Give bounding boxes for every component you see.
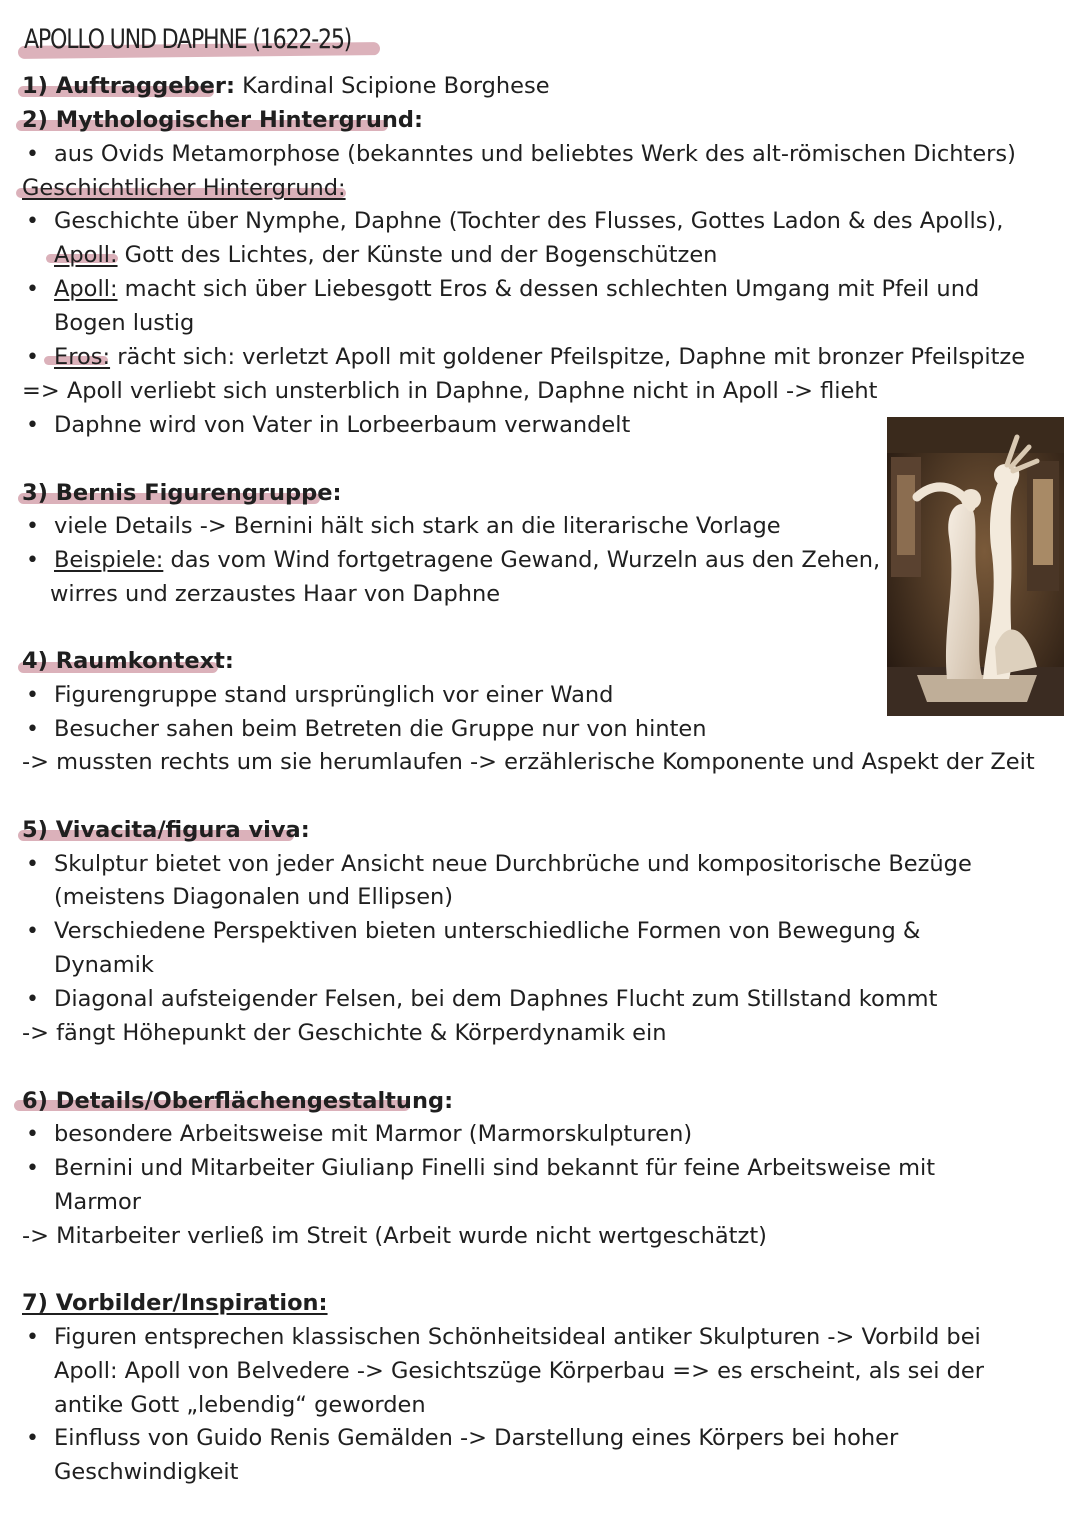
section-2-heading: 2) Mythologischer Hintergrund:: [22, 107, 424, 133]
page-title: APOLLO UND DAPHNE (1622-25): [24, 24, 352, 55]
s3-bullet-2-text: das vom Wind fortgetragene Gewand, Wurzeln aus den Zehen,: [163, 547, 881, 573]
s2-bullet-5: Daphne wird von Vater in Lorbeerbaum verwandelt: [54, 412, 631, 438]
apoll-label: Apoll:: [54, 276, 118, 302]
bullet-marker: •: [26, 413, 39, 438]
section-1-text: Kardinal Scipione Borghese: [234, 73, 550, 99]
section-7-heading: 7) Vorbilder/Inspiration:: [22, 1290, 328, 1316]
s6-conclusion: -> Mitarbeiter verließ im Streit (Arbeit wurde nicht wertgeschätzt): [22, 1223, 767, 1249]
s2-bullet-1: aus Ovids Metamorphose (bekanntes und beliebtes Werk des alt-römischen Dichters): [54, 141, 1016, 167]
bullet-marker: •: [26, 987, 39, 1012]
bullet-marker: •: [26, 1122, 39, 1147]
bullet-marker: •: [26, 1325, 39, 1350]
s5-bullet-1-cont: (meistens Diagonalen und Ellipsen): [54, 884, 454, 910]
s5-bullet-3: Diagonal aufsteigender Felsen, bei dem Daphnes Flucht zum Stillstand kommt: [54, 986, 938, 1012]
s2-bullet-2-cont: [54, 239, 717, 272]
bullet-marker: •: [26, 548, 39, 573]
s7-bullet-1-cont-2: antike Gott „lebendig“ geworden: [54, 1392, 426, 1418]
bullet-marker: •: [26, 683, 39, 708]
s2-bullet-4: [54, 341, 1025, 374]
s7-bullet-1: Figuren entsprechen klassischen Schönheitsideal antiker Skulpturen -> Vorbild bei: [54, 1324, 981, 1350]
s2-conclusion: => Apoll verliebt sich unsterblich in Daphne, Daphne nicht in Apoll -> flieht: [22, 378, 878, 404]
s5-bullet-2-cont: Dynamik: [54, 952, 154, 978]
section-5-heading: 5) Vivacita/figura viva:: [22, 817, 310, 843]
s4-conclusion: -> mussten rechts um sie herumlaufen -> erzählerische Komponente und Aspekt der Zeit: [22, 749, 1035, 775]
bullet-marker: •: [26, 919, 39, 944]
s6-bullet-1: besondere Arbeitsweise mit Marmor (Marmorskulpturen): [54, 1121, 693, 1147]
bullet-marker: •: [26, 209, 39, 234]
s4-bullet-1: Figurengruppe stand ursprünglich vor einer Wand: [54, 682, 614, 708]
examples-label: Beispiele:: [54, 547, 164, 573]
section-3-heading: 3) Bernis Figurengruppe:: [22, 480, 342, 506]
s7-bullet-1-cont-1: Apoll: Apoll von Belvedere -> Gesichtszüge Körperbau => es erscheint, als sei der: [54, 1358, 984, 1384]
s4-bullet-2: Besucher sahen beim Betreten die Gruppe nur von hinten: [54, 716, 707, 742]
s2-bullet-2-cont-text: Gott des Lichtes, der Künste und der Bogenschützen: [117, 242, 718, 268]
eros-label: Eros:: [54, 344, 111, 370]
section-1-heading: 1) Auftraggeber:: [22, 73, 235, 99]
s2-bullet-2: Geschichte über Nymphe, Daphne (Tochter des Flusses, Gottes Ladon & des Apolls),: [54, 208, 1004, 234]
s5-bullet-1: Skulptur bietet von jeder Ansicht neue Durchbrüche und kompositorische Bezüge: [54, 851, 972, 877]
section-4-heading: 4) Raumkontext:: [22, 648, 234, 674]
s3-bullet-1: viele Details -> Bernini hält sich stark an die literarische Vorlage: [54, 513, 781, 539]
section-6-heading: 6) Details/Oberflächengestaltung:: [22, 1088, 454, 1114]
bullet-marker: •: [26, 852, 39, 877]
s2-bullet-3-cont: Bogen lustig: [54, 310, 195, 336]
history-heading: Geschichtlicher Hintergrund:: [22, 175, 346, 201]
s2-bullet-4-text: rächt sich: verletzt Apoll mit goldener Pfeilspitze, Daphne mit bronzer Pfeilspitze: [110, 344, 1026, 370]
s6-bullet-2-cont: Marmor: [54, 1189, 141, 1215]
s6-bullet-2: Bernini und Mitarbeiter Giulianp Finelli sind bekannt für feine Arbeitsweise mit: [54, 1155, 936, 1181]
s7-bullet-2: Einfluss von Guido Renis Gemälden -> Darstellung eines Körpers bei hoher: [54, 1425, 899, 1451]
s5-bullet-2: Verschiedene Perspektiven bieten unterschiedliche Formen von Bewegung &: [54, 918, 921, 944]
section-1-line: [22, 70, 550, 103]
bullet-marker: •: [26, 1426, 39, 1451]
bullet-marker: •: [26, 717, 39, 742]
s3-bullet-2-cont: wirres und zerzaustes Haar von Daphne: [50, 581, 501, 607]
s3-bullet-2: [54, 544, 880, 577]
sculpture-photo: [887, 417, 1064, 716]
s7-bullet-2-cont: Geschwindigkeit: [54, 1459, 239, 1485]
bullet-marker: •: [26, 345, 39, 370]
bullet-marker: •: [26, 142, 39, 167]
s2-bullet-3: [54, 273, 979, 306]
bullet-marker: •: [26, 514, 39, 539]
s2-bullet-3-text: macht sich über Liebesgott Eros & dessen schlechten Umgang mit Pfeil und: [117, 276, 980, 302]
bullet-marker: •: [26, 277, 39, 302]
s5-conclusion: -> fängt Höhepunkt der Geschichte & Körperdynamik ein: [22, 1020, 667, 1046]
bullet-marker: •: [26, 1156, 39, 1181]
apoll-label: Apoll:: [54, 242, 118, 268]
